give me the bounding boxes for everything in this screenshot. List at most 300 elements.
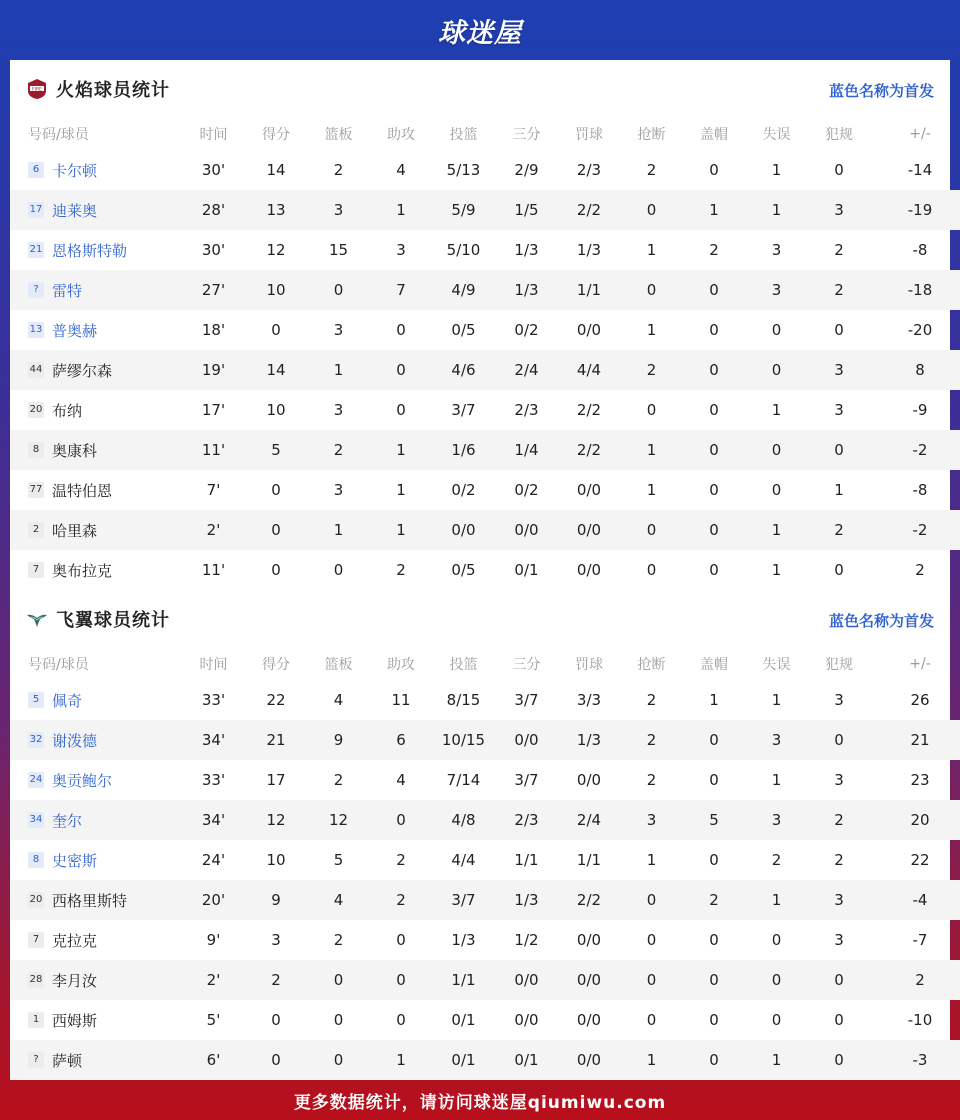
stat-cell: 10: [266, 401, 286, 419]
player-cell: [10, 800, 182, 840]
stat-cell: 0: [333, 1051, 344, 1069]
stat-cell: 0: [646, 971, 657, 989]
player-name[interactable]: 谢泼德: [52, 731, 98, 750]
stat-cell: 0/5: [451, 561, 476, 579]
table-row[interactable]: [10, 270, 960, 310]
stat-cell: 1/3: [514, 281, 539, 299]
stat-cell: 1/5: [514, 201, 539, 219]
stat-cell: 0/2: [514, 321, 539, 339]
stat-cell: 21: [910, 731, 930, 749]
stat-cell: -3: [912, 1051, 928, 1069]
jersey-number-badge: 28: [28, 972, 44, 988]
stat-cell: 1: [396, 521, 406, 539]
player-name[interactable]: 萨顿: [52, 1051, 83, 1070]
stat-cell: 1: [333, 361, 344, 379]
stat-cell: 0/2: [514, 481, 539, 499]
stat-cell: 0: [834, 441, 844, 459]
column-header: 篮板: [324, 127, 353, 143]
stat-cell: 1: [771, 201, 782, 219]
stat-cell: 0: [771, 1011, 782, 1029]
stat-cell: 34': [201, 811, 226, 829]
stat-cell: -10: [907, 1011, 933, 1029]
player-name[interactable]: 李月汝: [52, 971, 98, 990]
stat-cell: 2/2: [576, 201, 602, 219]
stat-cell: 21: [266, 731, 286, 749]
stat-cell: 2: [709, 241, 719, 259]
svg-text:FIRE: FIRE: [32, 87, 42, 93]
stat-cell: 0: [834, 561, 844, 579]
stat-cell: 1/1: [451, 971, 476, 989]
column-header: 罚球: [575, 127, 603, 143]
player-stats-table: [10, 648, 960, 1080]
top-banner: [0, 0, 960, 60]
stat-cell: 0: [709, 281, 719, 299]
stat-cell: 3: [771, 241, 782, 259]
team-title: 火焰球员统计: [56, 80, 170, 101]
stat-cell: 0: [646, 931, 657, 949]
stat-cell: 3/7: [514, 771, 539, 789]
player-name[interactable]: 史密斯: [52, 851, 98, 870]
stat-cell: 30': [201, 241, 226, 259]
stat-cell: 2: [396, 561, 406, 579]
player-cell: [10, 840, 182, 880]
table-row[interactable]: [10, 350, 960, 390]
jersey-number-badge: 32: [28, 732, 44, 748]
stat-cell: 1: [646, 1051, 657, 1069]
table-row[interactable]: [10, 510, 960, 550]
stat-cell: 9': [206, 931, 221, 949]
stat-cell: 2': [206, 971, 221, 989]
stat-cell: 2: [396, 891, 406, 909]
player-cell: [10, 1000, 182, 1040]
team-header: [10, 590, 950, 648]
stat-cell: -2: [912, 441, 928, 459]
stat-cell: -4: [912, 891, 928, 909]
jersey-number-badge: 7: [28, 562, 44, 578]
stat-cell: 2/4: [514, 361, 539, 379]
stat-cell: 14: [266, 361, 286, 379]
stat-cell: 2/4: [576, 811, 602, 829]
stat-cell: 2: [333, 161, 344, 179]
jersey-number-badge: 20: [28, 892, 44, 908]
stat-cell: 8: [915, 361, 925, 379]
stat-cell: 0: [646, 281, 657, 299]
stat-cell: 1/2: [514, 931, 539, 949]
stat-cell: 2/3: [514, 401, 539, 419]
table-row[interactable]: [10, 190, 960, 230]
stat-cell: 10: [266, 281, 286, 299]
table-row[interactable]: [10, 550, 960, 590]
stat-cell: -7: [912, 931, 928, 949]
stat-cell: 0/0: [451, 521, 476, 539]
stat-cell: 2: [646, 691, 657, 709]
stat-cell: 0: [709, 361, 719, 379]
stat-cell: 0: [709, 1011, 719, 1029]
stat-cell: 0: [271, 561, 281, 579]
column-header: 号码/球员: [28, 657, 89, 673]
column-header: 三分: [512, 127, 541, 143]
stat-cell: 1/3: [451, 931, 476, 949]
stat-cell: 2: [396, 851, 406, 869]
stat-cell: 12: [266, 811, 286, 829]
stat-cell: 1: [771, 561, 782, 579]
stat-cell: 4/4: [576, 361, 602, 379]
stat-cell: 20: [910, 811, 930, 829]
table-row[interactable]: [10, 310, 960, 350]
stat-cell: 0: [709, 401, 719, 419]
stat-cell: 0: [709, 771, 719, 789]
stat-cell: 0: [396, 811, 406, 829]
stat-cell: 5: [333, 851, 344, 869]
column-header: +/-: [909, 126, 931, 142]
stat-cell: 0: [834, 1011, 844, 1029]
stat-cell: 2: [333, 771, 344, 789]
stat-cell: 1: [709, 201, 719, 219]
jersey-number-badge: 34: [28, 812, 44, 828]
player-cell: [10, 920, 182, 960]
stat-cell: 0: [709, 321, 719, 339]
stat-cell: 24': [201, 851, 226, 869]
stat-cell: 1: [834, 481, 844, 499]
jersey-number-badge: 5: [28, 692, 44, 708]
player-cell: [10, 230, 182, 270]
stat-cell: 0: [771, 971, 782, 989]
stat-cell: 0: [333, 281, 344, 299]
stat-cell: 1/3: [576, 241, 602, 259]
column-header: 时间: [199, 657, 228, 673]
stat-cell: 0/0: [576, 931, 602, 949]
player-name[interactable]: 奥康科: [52, 441, 98, 460]
column-header: 三分: [512, 657, 541, 673]
stat-cell: 0: [646, 561, 657, 579]
table-row[interactable]: [10, 880, 960, 920]
team-header: [10, 60, 950, 118]
stat-cell: 0: [396, 361, 406, 379]
stat-cell: 2/3: [514, 811, 539, 829]
player-stats-table: [10, 118, 960, 590]
player-cell: [10, 960, 182, 1000]
stat-cell: 19': [201, 361, 226, 379]
stat-cell: 0: [271, 481, 281, 499]
stat-cell: 0/0: [514, 731, 539, 749]
stat-cell: 3: [333, 201, 344, 219]
stat-cell: 0: [771, 441, 782, 459]
column-header: +/-: [909, 656, 931, 672]
stat-cell: 0: [333, 971, 344, 989]
jersey-number-badge: 13: [28, 322, 44, 338]
stat-cell: 2: [915, 971, 925, 989]
stat-cell: 0: [834, 161, 844, 179]
stat-cell: 0: [333, 1011, 344, 1029]
stat-cell: 1/3: [576, 731, 602, 749]
stat-cell: 2/9: [514, 161, 539, 179]
column-header: 抢断: [637, 657, 666, 673]
stat-cell: 3/7: [451, 891, 476, 909]
player-name[interactable]: 雷特: [52, 281, 83, 300]
stat-cell: 1/3: [514, 241, 539, 259]
stat-cell: 2: [646, 361, 657, 379]
fire-logo-icon: [26, 78, 48, 100]
stat-cell: 10: [266, 851, 286, 869]
column-header: 抢断: [637, 127, 666, 143]
stat-cell: 4: [333, 891, 344, 909]
stat-cell: 1/1: [514, 851, 539, 869]
column-header: 助攻: [387, 657, 415, 673]
table-row[interactable]: [10, 390, 960, 430]
stat-cell: 0: [709, 481, 719, 499]
stat-cell: 10/15: [441, 731, 486, 749]
stat-cell: 0: [709, 561, 719, 579]
stat-cell: 2: [915, 561, 925, 579]
stat-cell: 1/1: [576, 281, 602, 299]
table-row[interactable]: [10, 430, 960, 470]
stat-cell: 17': [201, 401, 226, 419]
jersey-number-badge: 8: [28, 852, 44, 868]
stat-cell: 12: [266, 241, 286, 259]
team-section-fire: [10, 60, 950, 590]
footer-link[interactable]: 更多数据统计，请访问球迷屋qiumiwu.com: [293, 1092, 667, 1113]
player-cell: [10, 510, 182, 550]
stat-cell: 3: [834, 771, 844, 789]
stat-cell: 0: [709, 851, 719, 869]
player-cell: [10, 270, 182, 310]
stat-cell: 0: [271, 1051, 281, 1069]
table-row[interactable]: [10, 800, 960, 840]
column-header: 得分: [262, 657, 290, 673]
table-row[interactable]: [10, 760, 960, 800]
stat-cell: 6: [396, 731, 406, 749]
stat-cell: 2: [834, 241, 844, 259]
stat-cell: 2: [709, 891, 719, 909]
jersey-number-badge: 77: [28, 482, 44, 498]
stat-cell: 2: [834, 521, 844, 539]
stat-cell: 5': [206, 1011, 221, 1029]
player-cell: [10, 760, 182, 800]
jersey-number-badge: 20: [28, 402, 44, 418]
team-section-wings: [10, 590, 950, 1120]
stat-cell: 0: [396, 321, 406, 339]
player-name[interactable]: 奎尔: [52, 811, 83, 830]
stat-cell: 4: [333, 691, 344, 709]
stat-cell: 3: [771, 281, 782, 299]
player-name[interactable]: 西姆斯: [52, 1011, 98, 1030]
table-row[interactable]: [10, 840, 960, 880]
stat-cell: 2/2: [576, 401, 602, 419]
table-row[interactable]: [10, 960, 960, 1000]
stat-cell: 4/9: [451, 281, 476, 299]
stat-cell: 2': [206, 521, 221, 539]
player-cell: [10, 190, 182, 230]
table-row[interactable]: [10, 920, 960, 960]
stat-cell: 0: [396, 1011, 406, 1029]
stat-cell: 0: [646, 401, 657, 419]
stat-cell: 2/3: [576, 161, 602, 179]
player-name[interactable]: 布纳: [52, 401, 83, 420]
stat-cell: 0/1: [514, 1051, 539, 1069]
stat-cell: 1: [771, 401, 782, 419]
column-header: 失误: [762, 657, 791, 673]
stat-cell: 33': [201, 691, 226, 709]
stat-cell: 8/15: [446, 691, 481, 709]
player-name[interactable]: 西格里斯特: [52, 891, 128, 910]
footer-banner: [0, 1080, 960, 1120]
stat-cell: 4: [396, 161, 406, 179]
player-name[interactable]: 卡尔顿: [52, 161, 98, 180]
stat-cell: 2: [834, 811, 844, 829]
stat-cell: 23: [910, 771, 930, 789]
stat-cell: 0: [771, 321, 782, 339]
stat-cell: 1: [709, 691, 719, 709]
stat-cell: 5/10: [446, 241, 481, 259]
stat-cell: 0: [646, 521, 657, 539]
stat-cell: 0: [771, 931, 782, 949]
stat-cell: 3: [646, 811, 657, 829]
stat-cell: 2/2: [576, 891, 602, 909]
stat-cell: 0: [709, 931, 719, 949]
stat-cell: 0: [271, 521, 281, 539]
stat-cell: 0/1: [451, 1051, 476, 1069]
stat-cell: 0/0: [514, 971, 539, 989]
stat-cell: 14: [266, 161, 286, 179]
player-cell: [10, 1040, 182, 1080]
column-header: 犯规: [825, 127, 853, 143]
stat-cell: 7': [206, 481, 221, 499]
player-cell: [10, 350, 182, 390]
stat-cell: 0: [333, 561, 344, 579]
stat-cell: 3/7: [451, 401, 476, 419]
player-name[interactable]: 迪莱奥: [52, 201, 98, 220]
stat-cell: 1: [646, 241, 657, 259]
table-row[interactable]: [10, 150, 960, 190]
stat-cell: 3: [333, 321, 344, 339]
stat-cell: 0/0: [576, 1011, 602, 1029]
table-header-row: [10, 648, 960, 680]
stat-cell: 2/2: [576, 441, 602, 459]
stat-cell: 1: [333, 521, 344, 539]
stat-cell: 0: [709, 731, 719, 749]
column-header: 篮板: [324, 657, 353, 673]
stat-cell: 3: [333, 401, 344, 419]
stat-cell: 0: [771, 481, 782, 499]
stat-cell: 1: [396, 481, 406, 499]
stat-cell: 3: [834, 201, 844, 219]
table-row[interactable]: [10, 230, 960, 270]
jersey-number-badge: 1: [28, 1012, 44, 1028]
table-row[interactable]: [10, 470, 960, 510]
stat-cell: 2: [834, 281, 844, 299]
stat-cell: 4/6: [451, 361, 476, 379]
stat-cell: 3: [771, 731, 782, 749]
stat-cell: -19: [907, 201, 933, 219]
player-name[interactable]: 萨缪尔森: [52, 361, 113, 380]
stat-cell: 0/0: [514, 1011, 539, 1029]
stat-cell: 6': [206, 1051, 221, 1069]
player-name[interactable]: 普奥赫: [52, 321, 98, 340]
stat-cell: -8: [912, 241, 928, 259]
stat-cell: 17: [266, 771, 286, 789]
stat-cell: 0/0: [576, 321, 602, 339]
stat-cell: 3: [834, 891, 844, 909]
stat-cell: 1: [646, 441, 657, 459]
table-row[interactable]: [10, 1000, 960, 1040]
stat-cell: 0/0: [576, 481, 602, 499]
stat-cell: 30': [201, 161, 226, 179]
table-row[interactable]: [10, 720, 960, 760]
jersey-number-badge: 44: [28, 362, 44, 378]
jersey-number-badge: 7: [28, 932, 44, 948]
player-name[interactable]: 克拉克: [52, 931, 98, 950]
stat-cell: 4/4: [451, 851, 476, 869]
player-cell: [10, 680, 182, 720]
stat-cell: 1: [771, 771, 782, 789]
starter-legend: 蓝色名称为首发: [828, 612, 934, 630]
player-name[interactable]: 奥布拉克: [52, 561, 113, 580]
player-cell: [10, 430, 182, 470]
player-cell: [10, 310, 182, 350]
starter-legend: 蓝色名称为首发: [828, 82, 934, 100]
player-name[interactable]: 温特伯恩: [52, 481, 113, 500]
stat-cell: 13: [266, 201, 286, 219]
stat-cell: 1: [771, 521, 782, 539]
stat-cell: 1/6: [451, 441, 476, 459]
jersey-number-badge: ?: [28, 282, 44, 298]
stat-cell: 0: [771, 361, 782, 379]
stat-cell: 0: [396, 971, 406, 989]
stat-cell: -18: [907, 281, 933, 299]
stat-cell: -20: [907, 321, 933, 339]
stat-cell: 27': [201, 281, 226, 299]
stat-cell: 1: [396, 441, 406, 459]
column-header: 盖帽: [700, 127, 728, 143]
stat-cell: 0/0: [576, 521, 602, 539]
player-name[interactable]: 哈里森: [52, 521, 98, 540]
stat-cell: 3: [333, 481, 344, 499]
stat-cell: 0: [396, 401, 406, 419]
stat-cell: -14: [907, 161, 933, 179]
column-header: 投篮: [449, 127, 478, 143]
table-body: [10, 680, 960, 1080]
jersey-number-badge: ?: [28, 1052, 44, 1068]
jersey-number-badge: 21: [28, 242, 44, 258]
stat-cell: 1/1: [576, 851, 602, 869]
player-name[interactable]: 恩格斯特勒: [52, 241, 128, 260]
stat-cell: 2: [333, 931, 344, 949]
stat-cell: 2: [646, 771, 657, 789]
stat-cell: 26: [910, 691, 930, 709]
table-row[interactable]: [10, 680, 960, 720]
stat-cell: 34': [201, 731, 226, 749]
stat-cell: 0/0: [576, 1051, 602, 1069]
stat-cell: -9: [912, 401, 928, 419]
site-logo[interactable]: 球迷屋: [438, 17, 522, 49]
player-name[interactable]: 佩奇: [52, 691, 83, 710]
stat-cell: 12: [328, 811, 349, 829]
stat-cell: 3: [271, 931, 281, 949]
player-cell: [10, 390, 182, 430]
stat-cell: 0/2: [451, 481, 476, 499]
stat-cell: 0: [709, 971, 719, 989]
stat-cell: 2: [771, 851, 782, 869]
stat-cell: 11: [391, 691, 411, 709]
jersey-number-badge: 24: [28, 772, 44, 788]
stat-cell: 0/1: [451, 1011, 476, 1029]
player-name[interactable]: 奥贡鲍尔: [52, 771, 113, 790]
stat-cell: 0: [834, 731, 844, 749]
stat-cell: -2: [912, 521, 928, 539]
stat-cell: 2: [646, 731, 657, 749]
table-row[interactable]: [10, 1040, 960, 1080]
stat-cell: 5: [271, 441, 281, 459]
